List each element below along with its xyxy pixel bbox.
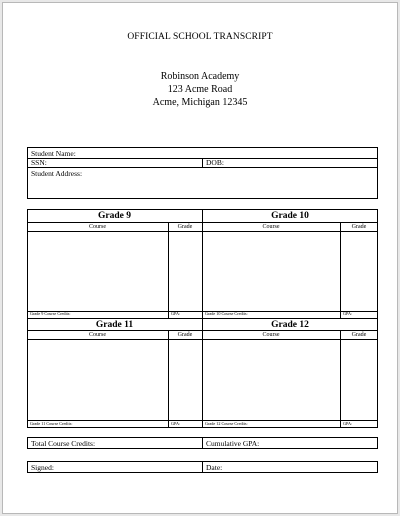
divider	[168, 222, 169, 318]
school-name: Robinson Academy	[160, 71, 240, 82]
course-column-header: Course	[262, 224, 280, 230]
grade-9-heading: Grade 9	[98, 211, 131, 221]
divider	[27, 339, 378, 340]
grade-12-heading: Grade 12	[271, 320, 309, 330]
divider	[340, 222, 341, 318]
divider	[340, 330, 341, 428]
divider	[27, 420, 378, 421]
course-column-header: Course	[89, 224, 106, 230]
grade-10-gpa-field[interactable]: GPA:	[343, 311, 353, 316]
divider	[202, 437, 203, 449]
document-title: OFFICIAL SCHOOL TRANSCRIPT	[127, 32, 273, 42]
grade-11-gpa-field[interactable]: GPA:	[171, 421, 181, 426]
grade-column-header: Grade	[351, 224, 367, 230]
transcript-page	[2, 2, 398, 514]
student-name-field[interactable]: Student Name:	[31, 149, 76, 158]
grade-column-header: Grade	[177, 224, 193, 230]
dob-field[interactable]: DOB:	[206, 158, 224, 167]
date-field[interactable]: Date:	[206, 463, 223, 472]
divider	[27, 318, 378, 319]
divider	[27, 167, 378, 168]
divider	[202, 158, 203, 167]
grade-12-credits-field[interactable]: Grade 12 Course Credits:	[205, 421, 248, 426]
school-address-line1: 123 Acme Road	[167, 84, 233, 95]
grade-9-gpa-field[interactable]: GPA:	[171, 311, 181, 316]
divider	[168, 330, 169, 428]
grade-column-header: Grade	[351, 332, 367, 338]
grade-10-credits-field[interactable]: Grade 10 Course Credits:	[205, 311, 248, 316]
course-column-header: Course	[262, 332, 280, 338]
divider	[202, 461, 203, 473]
student-address-field[interactable]: Student Address:	[31, 169, 83, 178]
school-address-line2: Acme, Michigan 12345	[152, 97, 248, 108]
ssn-field[interactable]: SSN:	[31, 158, 47, 167]
divider	[27, 231, 378, 232]
grade-9-credits-field[interactable]: Grade 9 Course Credits:	[30, 311, 71, 316]
signed-field[interactable]: Signed:	[31, 463, 54, 472]
grade-11-credits-field[interactable]: Grade 11 Course Credits:	[30, 421, 73, 426]
grade-10-heading: Grade 10	[271, 211, 309, 221]
total-course-credits-field[interactable]: Total Course Credits:	[31, 439, 96, 448]
divider	[27, 311, 378, 312]
grade-11-heading: Grade 11	[95, 320, 134, 330]
grade-12-gpa-field[interactable]: GPA:	[343, 421, 353, 426]
course-column-header: Course	[89, 332, 106, 338]
grade-column-header: Grade	[177, 332, 193, 338]
cumulative-gpa-field[interactable]: Cumulative GPA:	[206, 439, 260, 448]
